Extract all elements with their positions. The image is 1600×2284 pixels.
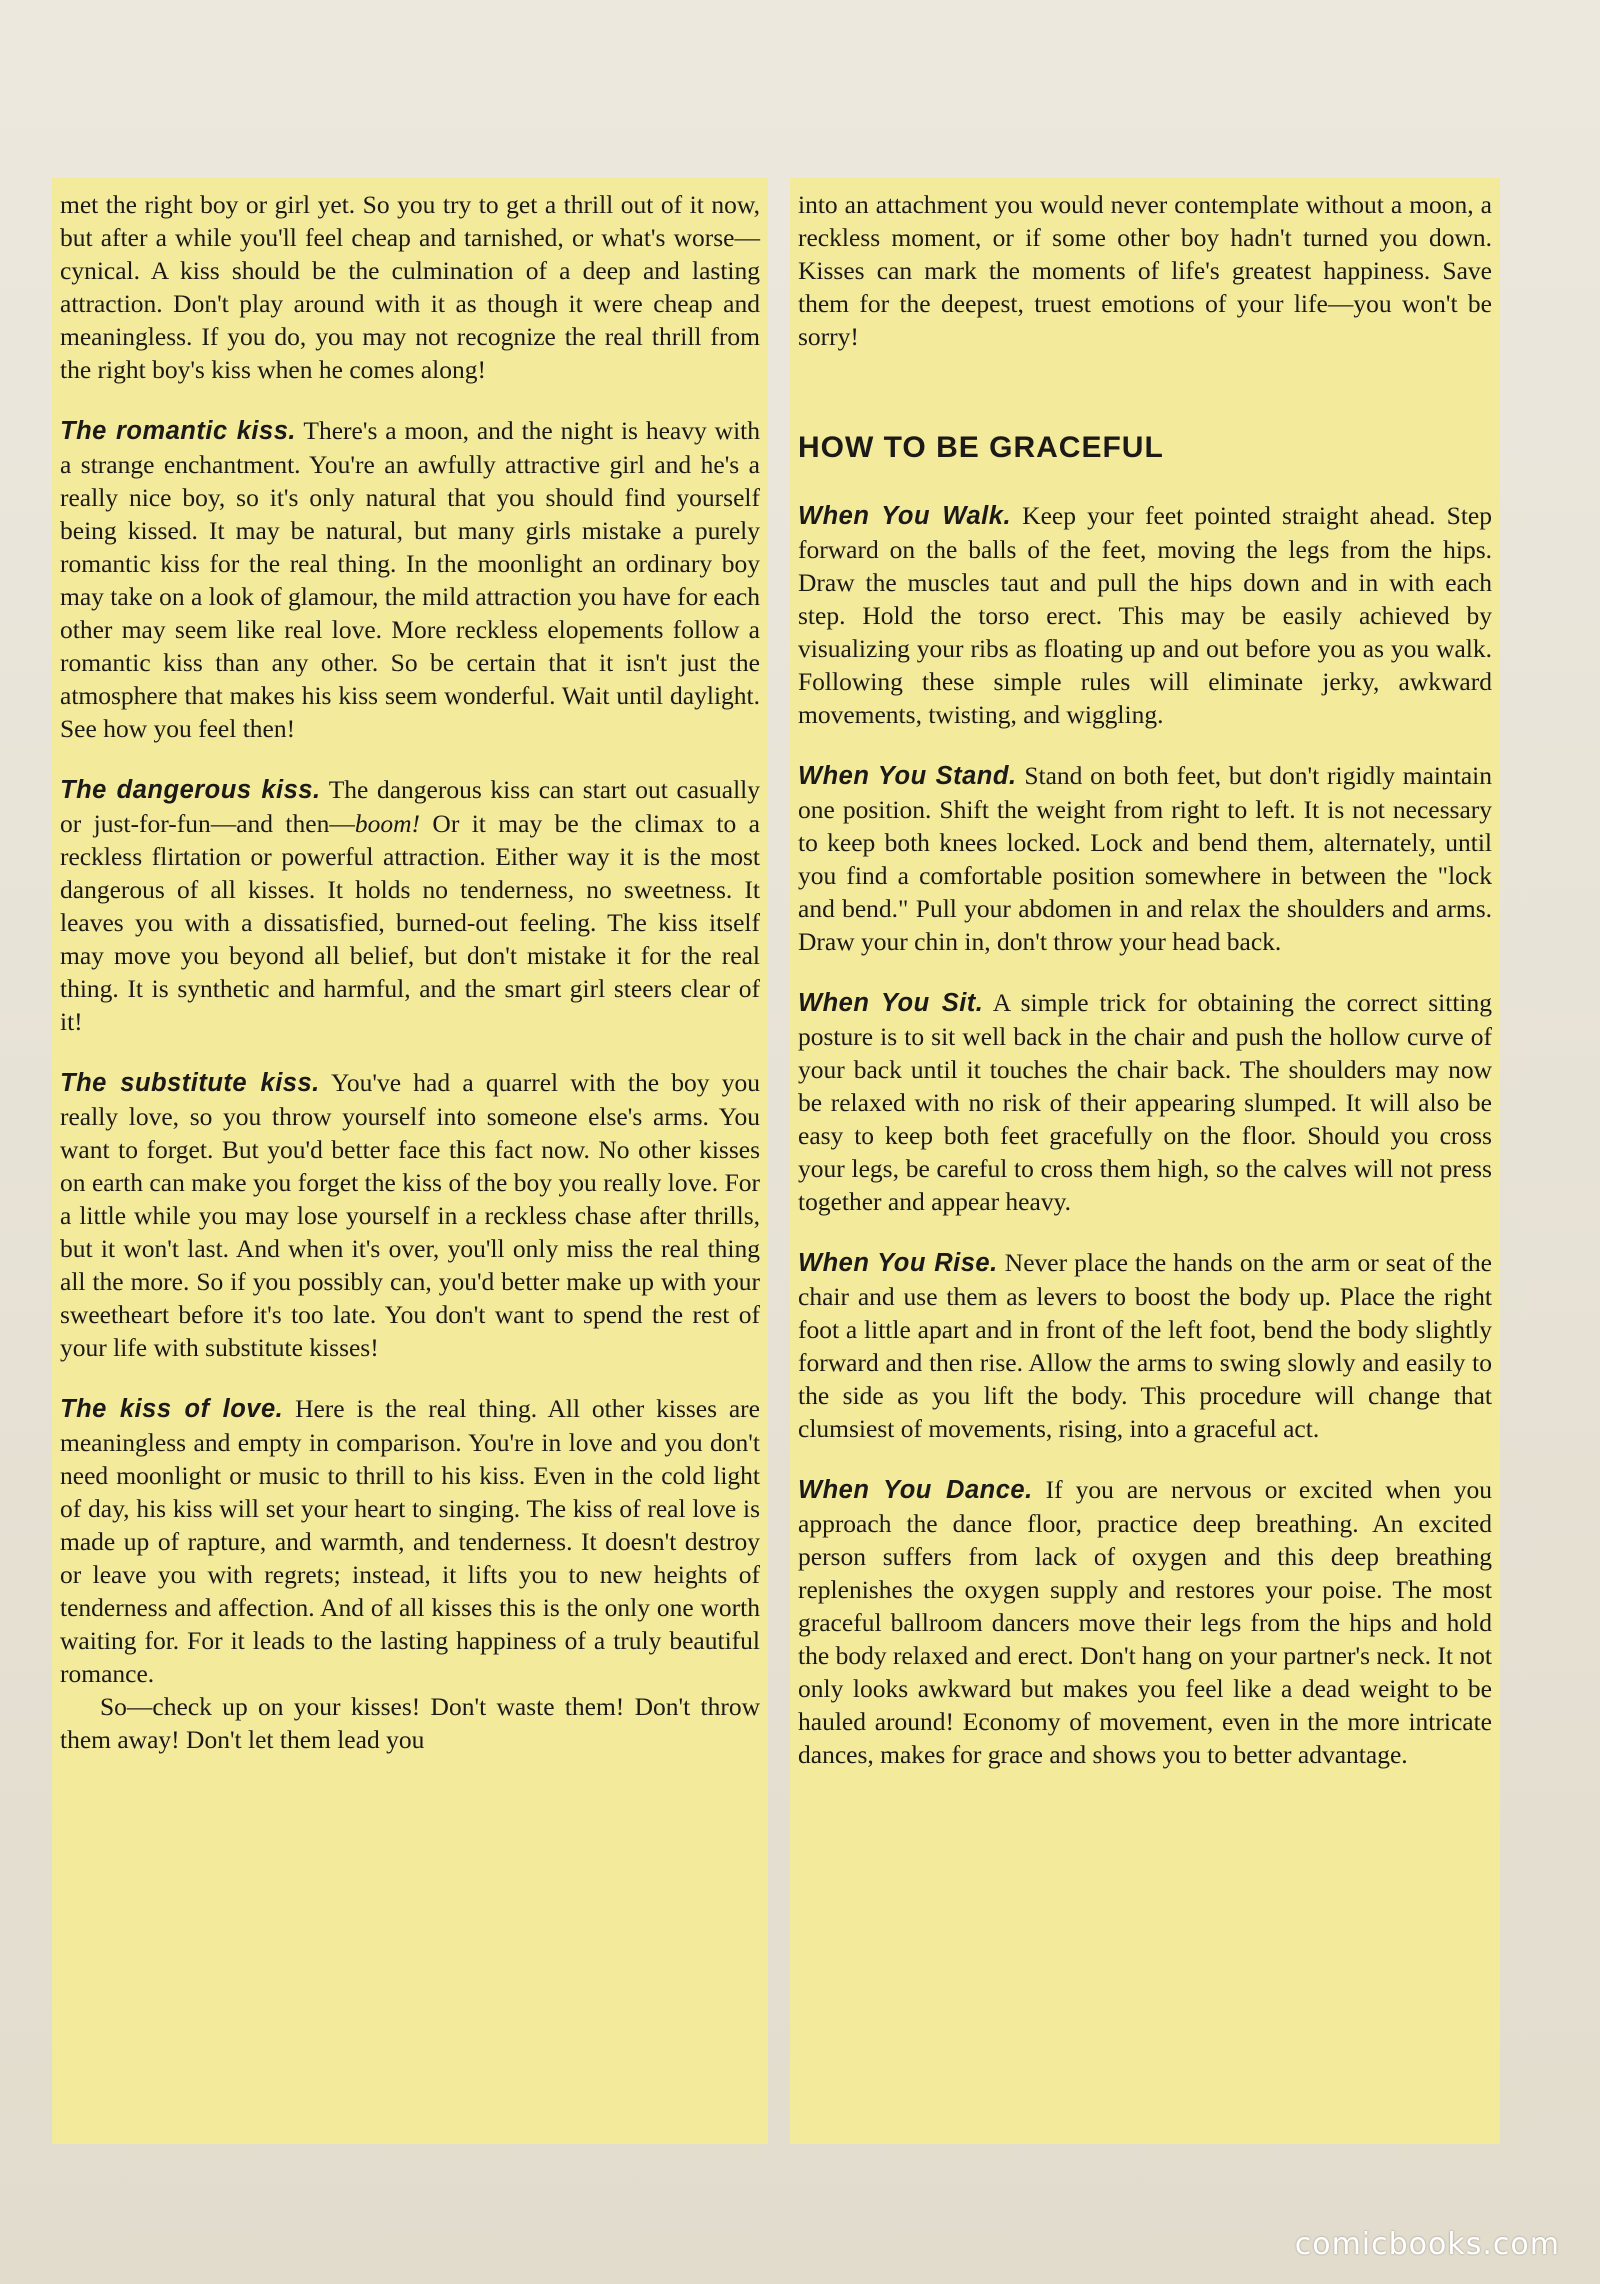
stand-text: Stand on both feet, but don't rigidly maintain one position. Shift the weight from right to left. It is not necessary to keep both knees locked. Lock and bend them, alternately, until you find a comfortable position somewhere in between the "lock and bend." Pull your abdomen in and relax the shoulders and arms. Draw your chin in, don't throw your head back. xyxy=(798,761,1492,956)
stand-lead: When You Stand. xyxy=(798,762,1017,790)
right-column xyxy=(790,178,1500,2144)
walk-paragraph xyxy=(798,499,1492,731)
kiss-of-love-paragraph xyxy=(60,1392,760,1690)
rise-text: Never place the hands on the arm or seat of the chair and use them as levers to boost the body up. Place the right foot a little apart and in front of the left foot, bend the body slightly forward and then rise. Allow the arms to swing slowly and easily to the side as you lift the body. This procedure will change that clumsiest of movements, rising, into a graceful act. xyxy=(798,1248,1492,1443)
dangerous-kiss-lead: The dangerous kiss. xyxy=(60,776,321,804)
dance-lead: When You Dance. xyxy=(798,1476,1033,1504)
substitute-kiss-paragraph xyxy=(60,1066,760,1364)
continuation-paragraph: into an attachment you would never contemplate without a moon, a reckless moment, or if some other boy hadn't turned you down. Kisses can mark the moments of life's greatest happiness. Save them for the deepest, truest emotions of your life—you won't be sorry! xyxy=(798,190,1492,351)
dance-paragraph xyxy=(798,1473,1492,1771)
substitute-kiss-text: You've had a quarrel with the boy you really love, so you throw yourself into someone else's arms. You want to forget. But you'd better face this fact now. No other kisses on earth can make you forget the kiss of the boy you really love. For a little while you may lose yourself in a reckless chase after thrills, but it won't last. And when it's over, you'll only miss the real thing all the more. So if you possibly can, you'd better make up with your sweetheart before it's too late. You don't want to spend the rest of your life with substitute kisses! xyxy=(60,1068,760,1362)
sit-paragraph xyxy=(798,986,1492,1218)
kiss-of-love-text: Here is the real thing. All other kisses are meaningless and empty in comparison. You're in love and you don't need moonlight or music to thrill to his kiss. Even in the cold light of day, his kiss will set your heart to singing. The kiss of real love is made up of rapture, and warmth, and tenderness. It doesn't destroy or leave you with regrets; instead, it lifts you to new heights of tenderness and affection. And of all kisses this is the only one worth waiting for. For it leads to the lasting happiness of a truly beautiful romance. xyxy=(60,1394,760,1688)
walk-text: Keep your feet pointed straight ahead. Step forward on the balls of the feet, moving the legs from the hips. Draw the muscles taut and pull the hips down and in with each step. Hold the torso erect. This may be easily achieved by visualizing your ribs as floating up and out before you as you walk. Following these simple rules will eliminate jerky, awkward movements, twisting, and wiggling. xyxy=(798,501,1492,729)
dangerous-kiss-emphasis: boom! xyxy=(354,809,420,838)
left-column xyxy=(52,178,768,2144)
sit-text: A simple trick for obtaining the correct sitting posture is to sit well back in the chair and push the hollow curve of your back until it touches the chair back. The shoulders may now be relaxed with no risk of their appearing slumped. It will also be easy to keep both feet gracefully on the floor. Should you cross your legs, be careful to cross them high, so the calves will not press together and appear heavy. xyxy=(798,988,1492,1216)
sit-lead: When You Sit. xyxy=(798,989,984,1017)
romantic-kiss-lead: The romantic kiss. xyxy=(60,417,296,445)
romantic-kiss-text: There's a moon, and the night is heavy with a strange enchantment. You're an awfully attractive girl and he's a really nice boy, so it's only natural that you should find yourself being kissed. It may be natural, but many girls mistake a purely romantic kiss for the real thing. In the moonlight an ordinary boy may take on a look of glamour, the mild attraction you have for each other may seem like real love. More reckless elopements follow a romantic kiss than any other. So be certain that it isn't just the atmosphere that makes his kiss seem wonderful. Wait until daylight. See how you feel then! xyxy=(60,416,760,743)
walk-lead: When You Walk. xyxy=(798,502,1012,530)
intro-paragraph: met the right boy or girl yet. So you try to get a thrill out of it now, but after a while you'll feel cheap and tarnished, or what's worse—cynical. A kiss should be the culmination of a deep and lasting attraction. Don't play around with it as though it were cheap and meaningless. If you do, you may not recognize the real thrill from the right boy's kiss when he comes along! xyxy=(60,190,760,384)
dangerous-kiss-paragraph xyxy=(60,773,760,1038)
dangerous-kiss-text-b: Or it may be the climax to a reckless flirtation or powerful attraction. Either way it is the most dangerous of all kisses. It holds no tenderness, no sweetness. It leaves you with a dissatisfied, burned-out feeling. The kiss itself may move you beyond all belief, but don't mistake it for the real thing. It is synthetic and harmful, and the smart girl steers clear of it! xyxy=(60,809,760,1036)
rise-paragraph xyxy=(798,1246,1492,1445)
section-heading: HOW TO BE GRACEFUL xyxy=(798,431,1164,464)
site-watermark: comicbooks.com xyxy=(1294,2227,1560,2262)
romantic-kiss-paragraph xyxy=(60,414,760,745)
dangerous-kiss-text-a: The dangerous kiss can start out casually or just-for-fun—and then— xyxy=(60,775,760,838)
stand-paragraph xyxy=(798,759,1492,958)
kiss-of-love-lead: The kiss of love. xyxy=(60,1395,284,1423)
substitute-kiss-lead: The substitute kiss. xyxy=(60,1069,320,1097)
closing-paragraph: So—check up on your kisses! Don't waste them! Don't throw them away! Don't let them lead you xyxy=(60,1692,760,1754)
dance-text: If you are nervous or excited when you approach the dance floor, practice deep breathing. An excited person suffers from lack of oxygen and this deep breathing replenishes the oxygen supply and restores your poise. The most graceful ballroom dancers move their legs from the hips and hold the body relaxed and erect. Don't hang on your partner's neck. It not only looks awkward but makes you feel like a dead weight to be hauled around! Economy of movement, even in the more intricate dances, makes for grace and shows you to better advantage. xyxy=(798,1475,1492,1769)
rise-lead: When You Rise. xyxy=(798,1249,998,1277)
